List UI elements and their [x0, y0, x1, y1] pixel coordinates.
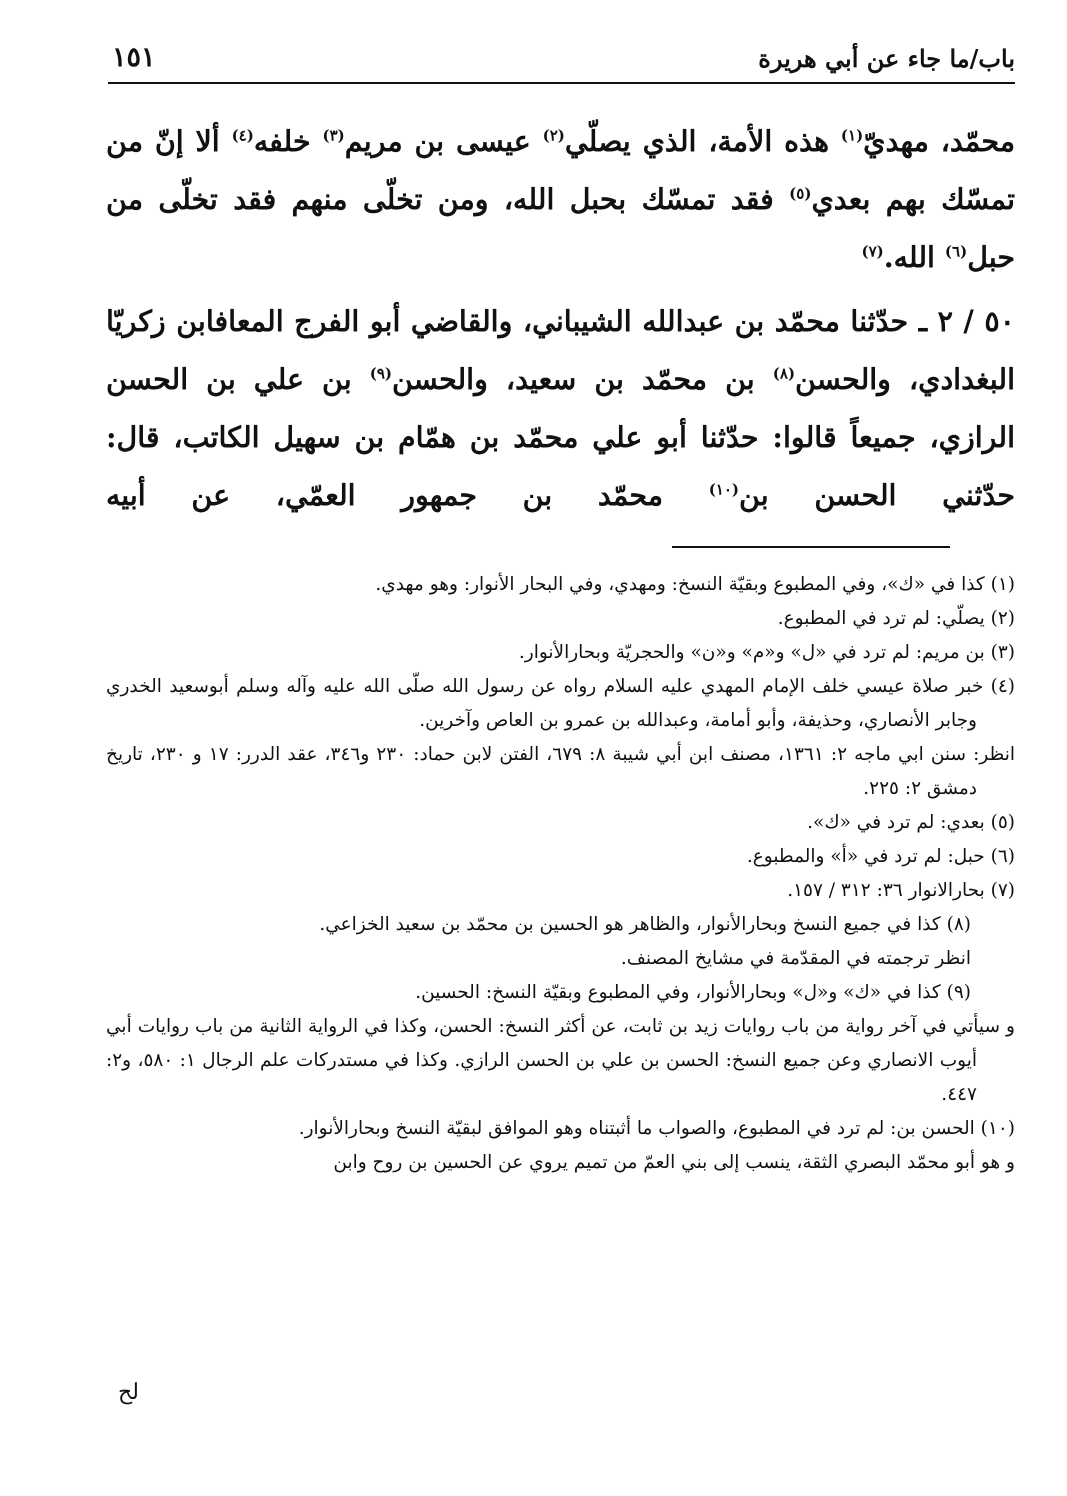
footnote-8: (٨) كذا في جميع النسخ وبحارالأنوار، والظاهر هو الحسين بن محمّد بن سعيد الخزاعي.: [319, 914, 971, 935]
text-run: خلفه: [253, 124, 323, 158]
text-run: بن محمّد بن سعيد، والحسن: [391, 362, 773, 396]
text-run: بن علي بن الحسن الرازي، جميعاً قالوا: حدّثنا أبو علي محمّد بن همّام بن سهيل الكاتب، قال: حدّثني الحسن بن: [106, 362, 1015, 512]
footnote-ref[interactable]: (١): [840, 126, 864, 145]
footnote-ref[interactable]: (٢): [542, 126, 565, 145]
page-header: [108, 30, 1015, 82]
paragraph-hadith-50: [106, 292, 1015, 524]
footnote-1: (١) كذا في «ك»، وفي المطبوع وبقيّة النسخ: ومهدي، وفي البحار الأنوار: وهو مهدي.: [375, 574, 1015, 595]
footnote-8-note: انظر ترجمته في المقدّمة في مشايخ المصنف.: [620, 948, 971, 969]
footnote-3: (٣) بن مريم: لم ترد في «ل» و«م» و«ن» والحجريّة وبحارالأنوار.: [518, 642, 1015, 663]
footnote-10-note: و هو أبو محمّد البصري الثقة، ينسب إلى بني العمّ من تميم يروي عن الحسين بن روح وابن: [333, 1152, 1015, 1173]
footnote-9-note: و سيأتي في آخر رواية من باب روايات زيد بن ثابت، عن أكثر النسخ: الحسن، وكذا في الرواية الثانية من باب روايات أبي أيوب الانصاري وعن جميع النسخ: الحسن بن علي بن الحسن الرازي. وكذا في مستدركات علم الرجال ١: ٥٨٠، و٢: ٤٤٧.: [106, 1016, 1015, 1105]
footnote-ref[interactable]: (٣): [322, 126, 345, 145]
header-divider: [108, 82, 1015, 84]
footnote-ref[interactable]: (٤): [231, 126, 254, 145]
main-text: [106, 112, 1015, 524]
footnote-5: (٥) بعدي: لم ترد في «ك».: [807, 812, 1015, 833]
footnote-ref[interactable]: (٩): [369, 364, 392, 383]
footnote-ref[interactable]: (٥): [789, 184, 812, 203]
footnote-10: (١٠) الحسن بن: لم ترد في المطبوع، والصواب ما أثبتناه وهو الموافق لبقيّة النسخ وبحارالأنوار.: [298, 1118, 1015, 1139]
paragraph-hadith-continuation: [106, 112, 1015, 286]
footnote-9: (٩) كذا في «ك» و«ل» وبحارالأنوار، وفي المطبوع وبقيّة النسخ: الحسين.: [415, 982, 971, 1003]
text-run: فقد تمسّك بحبل الله، ومن تخلّى منهم فقد تخلّى من حبل: [106, 182, 1015, 274]
page-number: ١٥١: [112, 42, 156, 73]
text-run: محمّد، مهديّ: [863, 124, 1015, 158]
text-run: محمّد بن جمهور العمّي، عن أبيه: [106, 478, 709, 512]
footnotes: [106, 568, 1015, 1180]
text-run: ألا إنّ من تمسّك بهم بعدي: [106, 124, 1016, 216]
continuation-mark: لح: [118, 1380, 139, 1405]
footnote-2: (٢) يصلّي: لم ترد في المطبوع.: [777, 608, 1015, 629]
footnote-ref[interactable]: (٧): [861, 242, 884, 261]
footnote-ref[interactable]: (١٠): [708, 480, 740, 499]
footnote-7: (٧) بحارالانوار ٣٦: ٣١٢ / ١٥٧.: [787, 880, 1015, 901]
text-run: عيسى بن مريم: [344, 124, 543, 158]
footnote-6: (٦) حبل: لم ترد في «أ» والمطبوع.: [746, 846, 1015, 867]
text-run: هذه الأمة، الذي يصلّي: [564, 124, 841, 158]
footnote-divider: [672, 546, 950, 548]
footnote-4: (٤) خبر صلاة عيسي خلف الإمام المهدي عليه السلام رواه عن رسول الله صلّى الله عليه وآله وسلم أبوسعيد الخدري وجابر الأنصاري، وحذيفة، وأبو أمامة، وعبدالله بن عمرو بن العاص وآخرين.: [106, 676, 1015, 731]
text-run: ٥٠ / ٢ ـ حدّثنا محمّد بن عبدالله الشيباني، والقاضي أبو الفرج المعافابن زكريّا البغدادي، والحسن: [106, 304, 1015, 396]
chapter-title: باب/ما جاء عن أبي هريرة: [758, 44, 1015, 73]
text-run: الله.: [883, 240, 945, 274]
footnote-ref[interactable]: (٦): [944, 242, 968, 261]
footnote-4-references: انظر: سنن ابي ماجه ٢: ١٣٦١، مصنف ابن أبي شيبة ٨: ٦٧٩، الفتن لابن حماد: ٢٣٠ و٣٤٦، عقد الدرر: ١٧ و ٢٣٠، تاريخ دمشق ٢: ٢٢٥.: [106, 744, 1015, 799]
footnote-ref[interactable]: (٨): [772, 364, 796, 383]
